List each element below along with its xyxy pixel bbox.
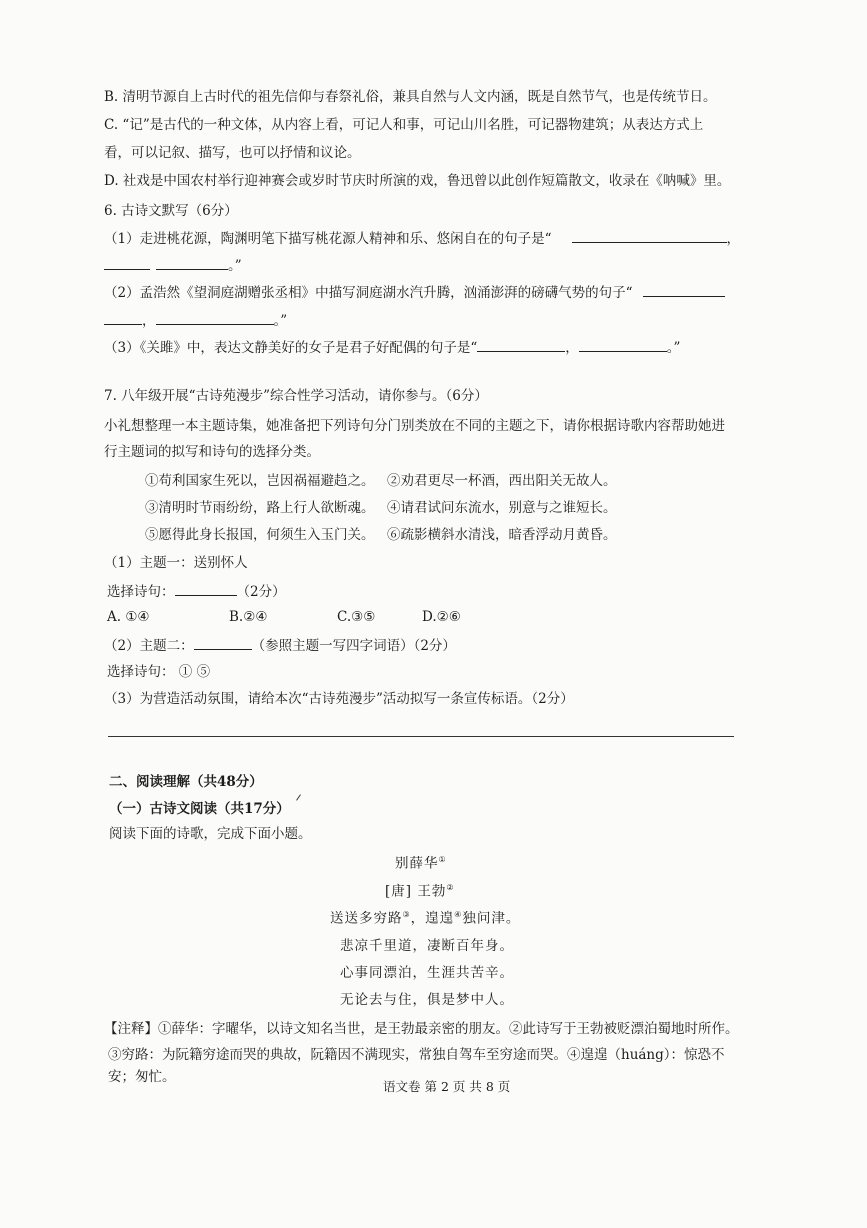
poem-author-note: ② [446, 883, 455, 892]
poem-line-1-a: 送送多穷路 [330, 910, 403, 927]
poem-line-1-c: 独问津。 [462, 910, 521, 927]
option-c-line1: C. “记”是古代的一种文体，从内容上看，可记人和事，可记山川名胜，可记器物建筑；从表达方式上 [104, 117, 704, 133]
q6-part2 [104, 283, 725, 301]
q6-part1 [104, 229, 740, 247]
notes-line2: ③穷路：为阮籍穷途而哭的典故，阮籍因不满现实，常独自驾车至穷途而哭。④遑遑（huáng）：惊恐不 [108, 1047, 725, 1063]
verse-4: ④请君试问东流水，别意与之谁短长。 [387, 500, 617, 516]
q7-sub1-select-label: 选择诗句： [107, 584, 175, 600]
q6-part2-end: 。” [273, 313, 288, 329]
poem-line-1-note-4: ④ [454, 910, 463, 919]
q6-title: 6. 古诗文默写（6分） [104, 203, 238, 219]
answer-blank[interactable] [477, 338, 565, 352]
choice-a: A. ①④ [107, 609, 150, 625]
poem-line-3: 心事同漂泊，生涯共苦辛。 [340, 965, 514, 981]
q7-sub3: （3）为营造活动氛围，请给本次“古诗苑漫步”活动拟写一条宣传标语。（2分） [104, 691, 574, 707]
choice-c: C.③⑤ [337, 609, 376, 625]
poem-line-1-b: ，遑遑 [410, 910, 455, 927]
q6-part3-comma: ， [565, 340, 579, 356]
q7-sub1-select [107, 582, 286, 600]
q6-part1-end: 。” [228, 258, 242, 274]
option-b: B. 清明节源自上古时代的祖先信仰与春祭礼俗，兼具自然与人文内涵，既是自然节气，也是传统节日。 [104, 89, 717, 105]
answer-blank[interactable] [156, 256, 228, 270]
q7-sub2-select: 选择诗句： ① ⑤ [107, 664, 211, 680]
answer-blank[interactable] [194, 636, 252, 650]
notes-line3: 安；匆忙。 [108, 1069, 176, 1085]
q6-part1-prompt: （1）走进桃花源，陶渊明笔下描写桃花源人精神和乐、悠闲自在的句子是“ [104, 231, 552, 247]
answer-blank[interactable] [104, 311, 142, 325]
answer-blank[interactable] [579, 338, 667, 352]
answer-line[interactable] [108, 736, 734, 737]
q7-sub1-score: （2分） [236, 584, 286, 600]
choice-d: D.②⑥ [422, 609, 461, 625]
verse-5: ⑤愿得此身长报国，何须生入玉门关。 [145, 527, 375, 543]
subsection-title: （一）古诗文阅读（共17分） [109, 801, 290, 817]
poem-line-2: 悲凉千里道，凄断百年身。 [340, 938, 514, 954]
q6-part1-line2 [104, 256, 242, 274]
q6-part3-prompt: （3）《关雎》中，表达文静美好的女子是君子好配偶的句子是“ [104, 340, 478, 356]
poem-line-4: 无论去与住，俱是梦中人。 [340, 992, 514, 1008]
q7-sub2-rest: （参照主题一写四字词语）（2分） [251, 638, 456, 654]
q7-sub2 [104, 636, 456, 654]
answer-blank[interactable] [572, 229, 727, 243]
answer-blank[interactable] [104, 256, 150, 270]
poem-title-note: ① [438, 855, 447, 864]
poem-title-text: 别薛华 [395, 855, 439, 872]
answer-blank[interactable] [643, 283, 725, 297]
verse-6: ⑥疏影横斜水清浅，暗香浮动月黄昏。 [387, 527, 617, 543]
q6-part2-prompt: （2）孟浩然《望洞庭湖赠张丞相》中描写洞庭湖水汽升腾，汹涌澎湃的磅礴气势的句子“ [104, 285, 633, 301]
page-footer: 语文卷 第 2 页 共 8 页 [383, 1079, 511, 1094]
q6-part2-comma: ， [142, 313, 156, 329]
q7-sub2-title: （2）主题二： [104, 638, 194, 654]
pen-mark [296, 794, 301, 800]
q7-title: 7. 八年级开展“古诗苑漫步”综合性学习活动，请你参与。（6分） [104, 388, 488, 404]
answer-blank[interactable] [156, 311, 274, 325]
choice-b: B.②④ [229, 609, 268, 625]
poem-line-1-note-3: ③ [402, 910, 411, 919]
poem-title [395, 855, 447, 872]
answer-blank[interactable] [175, 582, 237, 596]
q6-part3-end: 。” [666, 340, 681, 356]
q7-intro-line1: 小礼想整理一本主题诗集，她准备把下列诗句分门别类放在不同的主题之下，请你根据诗歌内容帮助她进 [104, 418, 725, 434]
poem-line-1 [330, 910, 520, 927]
verse-2: ②劝君更尽一杯酒，西出阳关无故人。 [387, 473, 617, 489]
verse-3: ③清明时节雨纷纷，路上行人欲断魂。 [145, 500, 375, 516]
q6-part3 [104, 338, 680, 356]
section-title: 二、阅读理解（共48分） [109, 774, 263, 790]
q6-part1-comma: ， [726, 231, 740, 247]
q7-intro-line2: 行主题词的拟写和诗句的选择分类。 [104, 444, 320, 460]
poem-author [385, 883, 455, 900]
verse-1: ①苟利国家生死以，岂因祸福避趋之。 [145, 473, 375, 489]
q7-sub1-title: （1）主题一：送别怀人 [104, 555, 248, 571]
notes-line1: 【注释】①薛华：字曜华，以诗文知名当世，是王勃最亲密的朋友。②此诗写于王勃被贬漂泊蜀地时所作。 [104, 1021, 739, 1037]
poem-author-text: [唐] 王勃 [385, 883, 447, 900]
reading-instruction: 阅读下面的诗歌，完成下面小题。 [109, 826, 312, 842]
q6-part2-line2 [104, 311, 287, 329]
option-c-line2: 看，可以记叙、描写，也可以抒情和议论。 [104, 145, 361, 161]
option-d: D. 社戏是中国农村举行迎神赛会或岁时节庆时所演的戏，鲁迅曾以此创作短篇散文，收录在《呐喊》里。 [104, 173, 731, 189]
